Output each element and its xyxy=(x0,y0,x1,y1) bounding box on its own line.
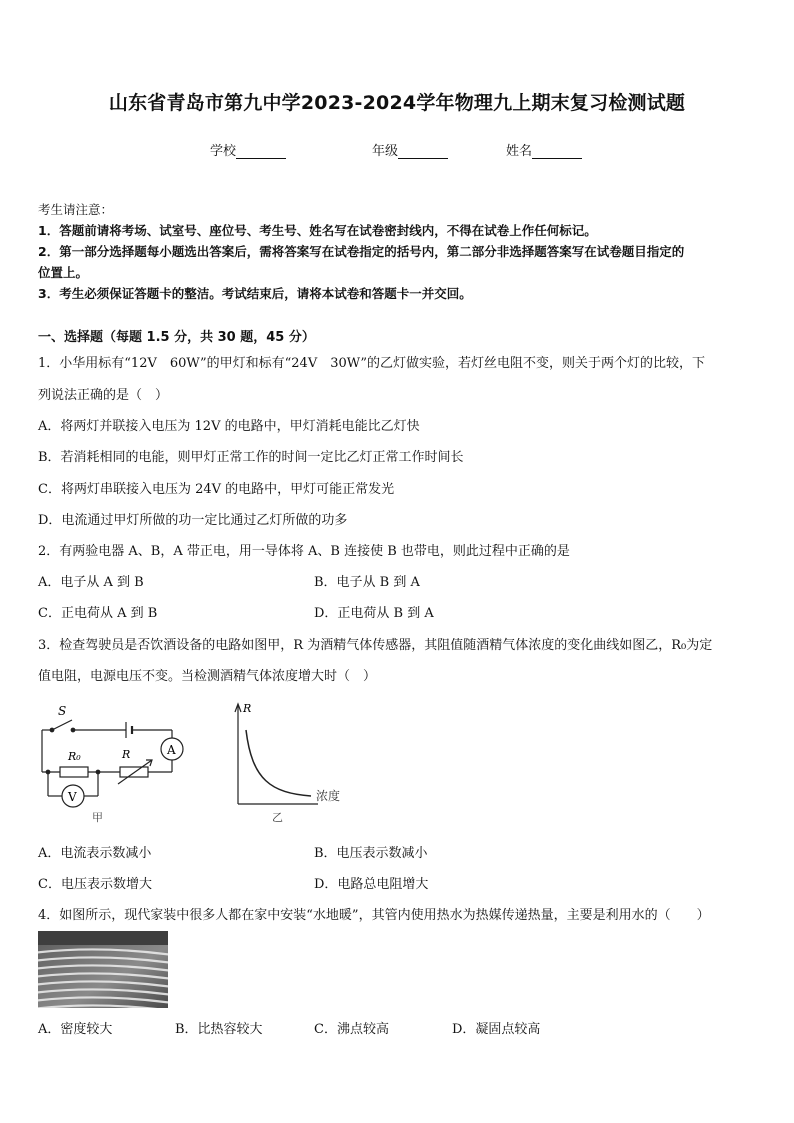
voltmeter-label: V xyxy=(68,790,77,804)
q3-option-c: C．电压表示数增大 xyxy=(38,877,152,892)
q2-option-b: B．电子从 B 到 A xyxy=(314,575,420,590)
figure-label-yi: 乙 xyxy=(272,811,283,824)
page-title: 山东省青岛市第九中学2023-2024学年物理九上期末复习检测试题 xyxy=(108,92,686,114)
q2-option-d: D．正电荷从 B 到 A xyxy=(314,606,434,621)
q3-option-a: A．电流表示数减小 xyxy=(38,846,152,861)
q1-stem-line1: 1．小华用标有“12V 60W”的甲灯和标有“24V 30W”的乙灯做实验，若灯丝电阻不变，则关于两个灯的比较，下 xyxy=(38,356,706,371)
notice-heading: 考生请注意： xyxy=(38,202,114,217)
name-blank[interactable] xyxy=(532,145,582,159)
grade-label: 年级 xyxy=(372,144,399,159)
notice-item: 3．考生必须保证答题卡的整洁。考试结束后，请将本试卷和答题卡一并交回。 xyxy=(38,286,472,301)
notice-item: 2．第一部分选择题每小题选出答案后，需将答案写在试卷指定的括号内，第二部分非选择题答案写在试卷题目指定的 xyxy=(38,244,685,259)
r-label: R xyxy=(122,748,131,761)
q3-option-b: B．电压表示数减小 xyxy=(314,846,428,861)
resistance-concentration-graph xyxy=(226,700,366,825)
q2-option-c: C．正电荷从 A 到 B xyxy=(38,606,158,621)
q2-stem: 2．有两验电器 A、B，A 带正电，用一导体将 A、B 连接使 B 也带电，则此过程中正确的是 xyxy=(38,544,570,559)
graph-y-axis-label: R xyxy=(243,702,252,715)
q4-option-c: C．沸点较高 xyxy=(314,1022,389,1037)
q1-option-b: B．若消耗相同的电能，则甲灯正常工作的时间一定比乙灯正常工作时间长 xyxy=(38,450,464,465)
floor-heating-photo xyxy=(38,931,168,1008)
q1-stem-line2: 列说法正确的是（ ） xyxy=(38,388,169,403)
school-blank[interactable] xyxy=(236,145,286,159)
graph-x-axis-label: 浓度 xyxy=(316,789,341,803)
q4-stem: 4．如图所示，现代家装中很多人都在家中安装“水地暖”，其管内使用热水为热媒传递热量，主要是利用水的（ ） xyxy=(38,908,710,923)
q4-option-d: D．凝固点较高 xyxy=(452,1022,541,1037)
school-label: 学校 xyxy=(210,144,237,159)
exam-notice xyxy=(38,199,760,304)
circuit-diagram xyxy=(36,700,196,825)
q1-option-d: D．电流通过甲灯所做的功一定比通过乙灯所做的功多 xyxy=(38,513,348,528)
grade-field[interactable] xyxy=(372,140,448,159)
figure-label-jia: 甲 xyxy=(92,811,103,824)
r0-label: R₀ xyxy=(68,750,81,763)
name-field[interactable] xyxy=(506,140,582,159)
q1-option-a: A．将两灯并联接入电压为 12V 的电路中，甲灯消耗电能比乙灯快 xyxy=(38,419,420,434)
ammeter-label: A xyxy=(167,743,176,757)
name-label: 姓名 xyxy=(506,144,533,159)
notice-item: 1．答题前请将考场、试室号、座位号、考生号、姓名写在试卷密封线内，不得在试卷上作任何标记。 xyxy=(38,223,597,238)
q2-option-a: A．电子从 A 到 B xyxy=(38,575,144,590)
q4-option-a: A．密度较大 xyxy=(38,1022,113,1037)
switch-label: S xyxy=(58,704,67,718)
q1-option-c: C．将两灯串联接入电压为 24V 的电路中，甲灯可能正常发光 xyxy=(38,482,395,497)
section-heading: 一、选择题（每题 1.5 分，共 30 题，45 分） xyxy=(38,330,315,345)
q3-option-d: D．电路总电阻增大 xyxy=(314,877,429,892)
school-field[interactable] xyxy=(210,140,286,159)
q3-stem-line1: 3．检查驾驶员是否饮酒设备的电路如图甲，R 为酒精气体传感器，其阻值随酒精气体浓度的变化曲线如图乙，R₀为定 xyxy=(38,638,713,653)
grade-blank[interactable] xyxy=(398,145,448,159)
q4-option-b: B．比热容较大 xyxy=(175,1022,263,1037)
notice-item: 位置上。 xyxy=(38,265,89,280)
q4-options xyxy=(38,1018,638,1038)
q3-stem-line2: 值电阻，电源电压不变。当检测酒精气体浓度增大时（ ） xyxy=(38,669,377,684)
